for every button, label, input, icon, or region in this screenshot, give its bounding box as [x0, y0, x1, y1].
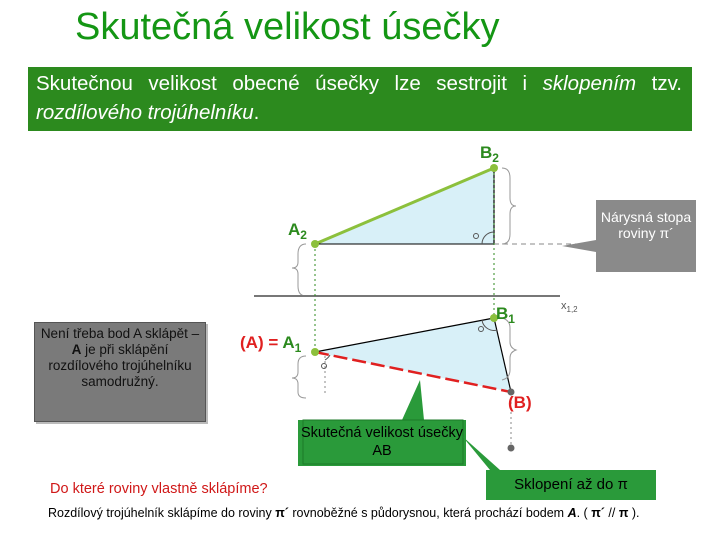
- banner-text-c: tzv.: [636, 72, 682, 95]
- label-b2: [480, 143, 499, 165]
- point-a2: [311, 240, 319, 248]
- footer-e: ).: [628, 506, 640, 520]
- label-a1-sub: 1: [294, 341, 302, 355]
- footer-pi2: π´: [591, 506, 605, 520]
- banner-text-e: .: [253, 101, 260, 124]
- left-brace: [292, 244, 306, 296]
- label-a2-letter: A: [288, 220, 301, 239]
- left-lower-brace: [292, 356, 306, 398]
- label-axis: [561, 300, 578, 314]
- point-a1: [311, 348, 319, 356]
- label-b1-sub: 1: [508, 312, 515, 326]
- question-text: Do které roviny vlastně sklápíme?: [50, 481, 268, 497]
- footer-c: . (: [576, 506, 592, 520]
- banner-text-b: sklopením: [542, 72, 637, 95]
- label-b1-letter: B: [496, 304, 509, 323]
- footer-pi1: π´: [275, 506, 289, 520]
- label-b-rotated: (B): [508, 393, 532, 412]
- page-title: Skutečná velikost úsečky: [75, 6, 500, 48]
- note-text-1: Není třeba bod A sklápět –: [40, 326, 200, 341]
- lower-left-angle-dot: [322, 364, 327, 369]
- footer-a: Rozdílový trojúhelník sklápíme do roviny: [48, 506, 276, 520]
- label-a2-sub: 2: [300, 228, 307, 242]
- upper-brace: [502, 168, 516, 244]
- footer-bold-a: A: [567, 506, 577, 520]
- footer-pi3: π: [618, 506, 629, 520]
- label-axis-letter: x: [561, 300, 567, 312]
- label-b2-letter: B: [480, 143, 493, 162]
- point-b2: [490, 164, 498, 172]
- footer-b: rovnoběžné s půdorysnou, která prochází bodem: [288, 506, 568, 520]
- callout-narysna-stopa: Nárysná stopa roviny π´: [600, 209, 692, 241]
- note-bold-a: A: [71, 342, 82, 357]
- label-b2-sub: 2: [492, 151, 499, 165]
- note-text-2: je při sklápění rozdílového trojúhelníku samodružný.: [48, 342, 192, 389]
- point-bottom: [508, 445, 515, 452]
- banner-text-a: Skutečnou velikost obecné úsečky lze sestrojit i: [36, 72, 543, 95]
- footer-d: //: [604, 506, 619, 520]
- label-a1-letter: A: [282, 333, 295, 352]
- banner-text-d: rozdílového trojúhelníku: [36, 101, 254, 124]
- note-box: [34, 322, 206, 422]
- callout-sklopeni: Sklopení až do π: [514, 476, 628, 493]
- label-axis-sub: 1,2: [566, 305, 578, 315]
- lower-difference-triangle: [315, 318, 511, 392]
- label-b1: [496, 304, 515, 326]
- label-a2: [288, 220, 307, 242]
- callout-skutecna-velikost: Skutečná velikost úsečky AB: [301, 425, 463, 459]
- label-a1: [240, 333, 301, 355]
- label-a-rotated: (A) =: [240, 333, 283, 352]
- footer-text: [48, 506, 720, 520]
